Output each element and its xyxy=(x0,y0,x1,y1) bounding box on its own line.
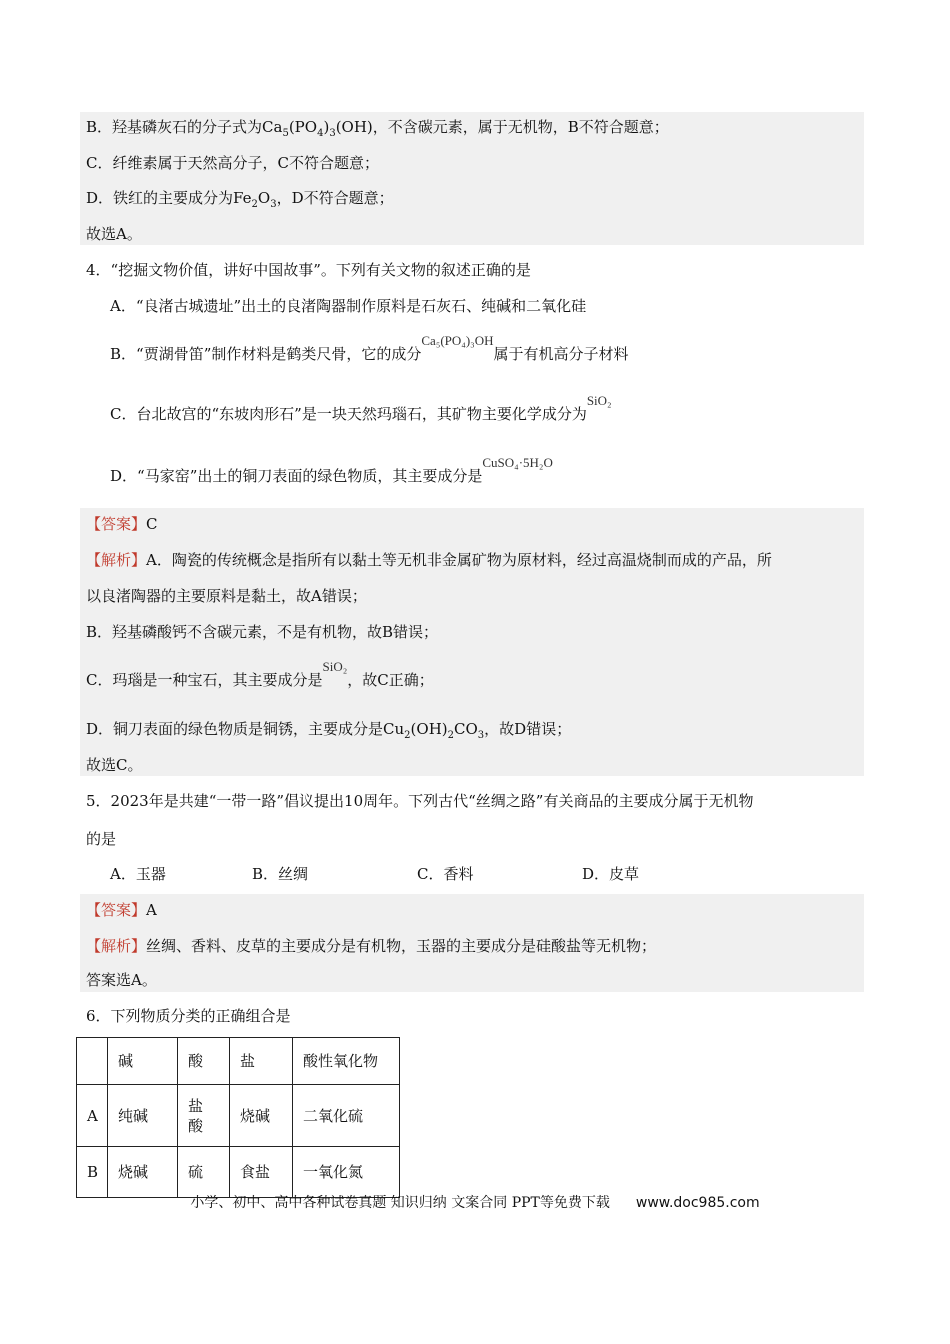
question-5-option-d: D．皮草 xyxy=(582,865,640,883)
table-cell: 一氧化氮 xyxy=(293,1147,400,1198)
analysis-line-d: D．铁红的主要成分为$Fe_2O_3$，D不符合题意； xyxy=(86,189,394,210)
table-cell: A xyxy=(77,1085,108,1147)
analysis-line-b: B．羟基磷灰石的分子式为$Ca_5(PO_4)_3(OH)$，不含碳元素，属于无机物，B不符合题意； xyxy=(86,118,669,139)
formula-copper-sulfate: CuSO₄·5H₂O xyxy=(482,455,553,470)
question-5-options xyxy=(0,864,950,884)
question-4-stem: 4．“挖掘文物价值，讲好中国故事”。下列有关文物的叙述正确的是 xyxy=(86,261,531,279)
question-6-stem: 6．下列物质分类的正确组合是 xyxy=(86,1007,291,1025)
analysis-q5-conclusion: 答案选A。 xyxy=(86,971,157,989)
table-cell: 食盐 xyxy=(230,1147,293,1198)
question-4-option-c: C．台北故宫的“东坡肉形石”是一块天然玛瑙石，其矿物主要化学成分为SiO₂ xyxy=(110,393,612,423)
table-cell: B xyxy=(77,1147,108,1198)
table-cell: 烧碱 xyxy=(108,1147,178,1198)
table-cell: 硫 xyxy=(178,1147,230,1198)
table-row xyxy=(77,1085,400,1147)
table-cell: 盐酸 xyxy=(178,1085,230,1147)
question-4-option-a: A．“良渚古城遗址”出土的良渚陶器制作原料是石灰石、纯碱和二氧化硅 xyxy=(110,297,587,315)
answer-q4: 【答案】C xyxy=(86,515,158,533)
formula-silica: SiO₂ xyxy=(586,393,612,408)
table-header-cell: 酸性氧化物 xyxy=(293,1038,400,1085)
question-4-option-b: B．“贾湖骨笛”制作材料是鹤类尺骨，它的成分Ca₅(PO₄)₃OH属于有机高分子材料 xyxy=(110,333,629,363)
analysis-line-c: C．纤维素属于天然高分子，C不符合题意； xyxy=(86,154,379,172)
analysis-q4-line-1: 【解析】A．陶瓷的传统概念是指所有以黏土等无机非金属矿物为原材料，经过高温烧制而成的产品，所 xyxy=(86,551,772,569)
analysis-q4-conclusion: 故选C。 xyxy=(86,756,143,774)
question-5-stem-2: 的是 xyxy=(86,830,117,848)
table-header-row xyxy=(77,1038,400,1085)
page-footer xyxy=(0,1192,950,1212)
question-5-option-c: C．香料 xyxy=(417,865,474,883)
analysis-q5: 【解析】丝绸、香料、皮草的主要成分是有机物，玉器的主要成分是硅酸盐等无机物； xyxy=(86,937,657,955)
table-cell: 烧碱 xyxy=(230,1085,293,1147)
analysis-q4-line-d: D．铜刀表面的绿色物质是铜锈，主要成分是$Cu_2(OH)_2CO_3$，故D错误； xyxy=(86,720,572,741)
formula-silica-analysis: SiO₂ xyxy=(322,659,348,674)
table-header-cell: 酸 xyxy=(178,1038,230,1085)
table-header-cell: 盐 xyxy=(230,1038,293,1085)
table-row xyxy=(77,1147,400,1198)
table-header-cell: 碱 xyxy=(108,1038,178,1085)
table-cell: 纯碱 xyxy=(108,1085,178,1147)
footer-url[interactable]: www.doc985.com xyxy=(635,1195,760,1211)
analysis-q4-line-c: C．玛瑙是一种宝石，其主要成分是SiO₂，故C正确； xyxy=(86,659,434,689)
analysis-q4-line-b: B．羟基磷酸钙不含碳元素，不是有机物，故B错误； xyxy=(86,623,439,641)
analysis-conclusion: 故选A。 xyxy=(86,225,142,243)
question-5-option-a: A．玉器 xyxy=(110,865,166,883)
formula-hydroxyapatite: Ca₅(PO₄)₃OH xyxy=(421,333,494,348)
question-5-option-b: B．丝绸 xyxy=(252,865,309,883)
question-5-stem-1: 5．2023年是共建“一带一路”倡议提出10周年。下列古代“丝绸之路”有关商品的主要成分属于无机物 xyxy=(86,792,754,810)
table-cell: 二氧化硫 xyxy=(293,1085,400,1147)
table-header-cell xyxy=(77,1038,108,1085)
question-4-option-d: D．“马家窑”出土的铜刀表面的绿色物质，其主要成分是CuSO₄·5H₂O xyxy=(110,455,553,485)
answer-q5: 【答案】A xyxy=(86,901,157,919)
analysis-q4-line-2: 以良渚陶器的主要原料是黏土，故A错误； xyxy=(86,587,367,605)
footer-text: 小学、初中、高中各种试卷真题 知识归纳 文案合同 PPT等免费下载 xyxy=(190,1195,610,1211)
classification-table xyxy=(76,1037,400,1198)
